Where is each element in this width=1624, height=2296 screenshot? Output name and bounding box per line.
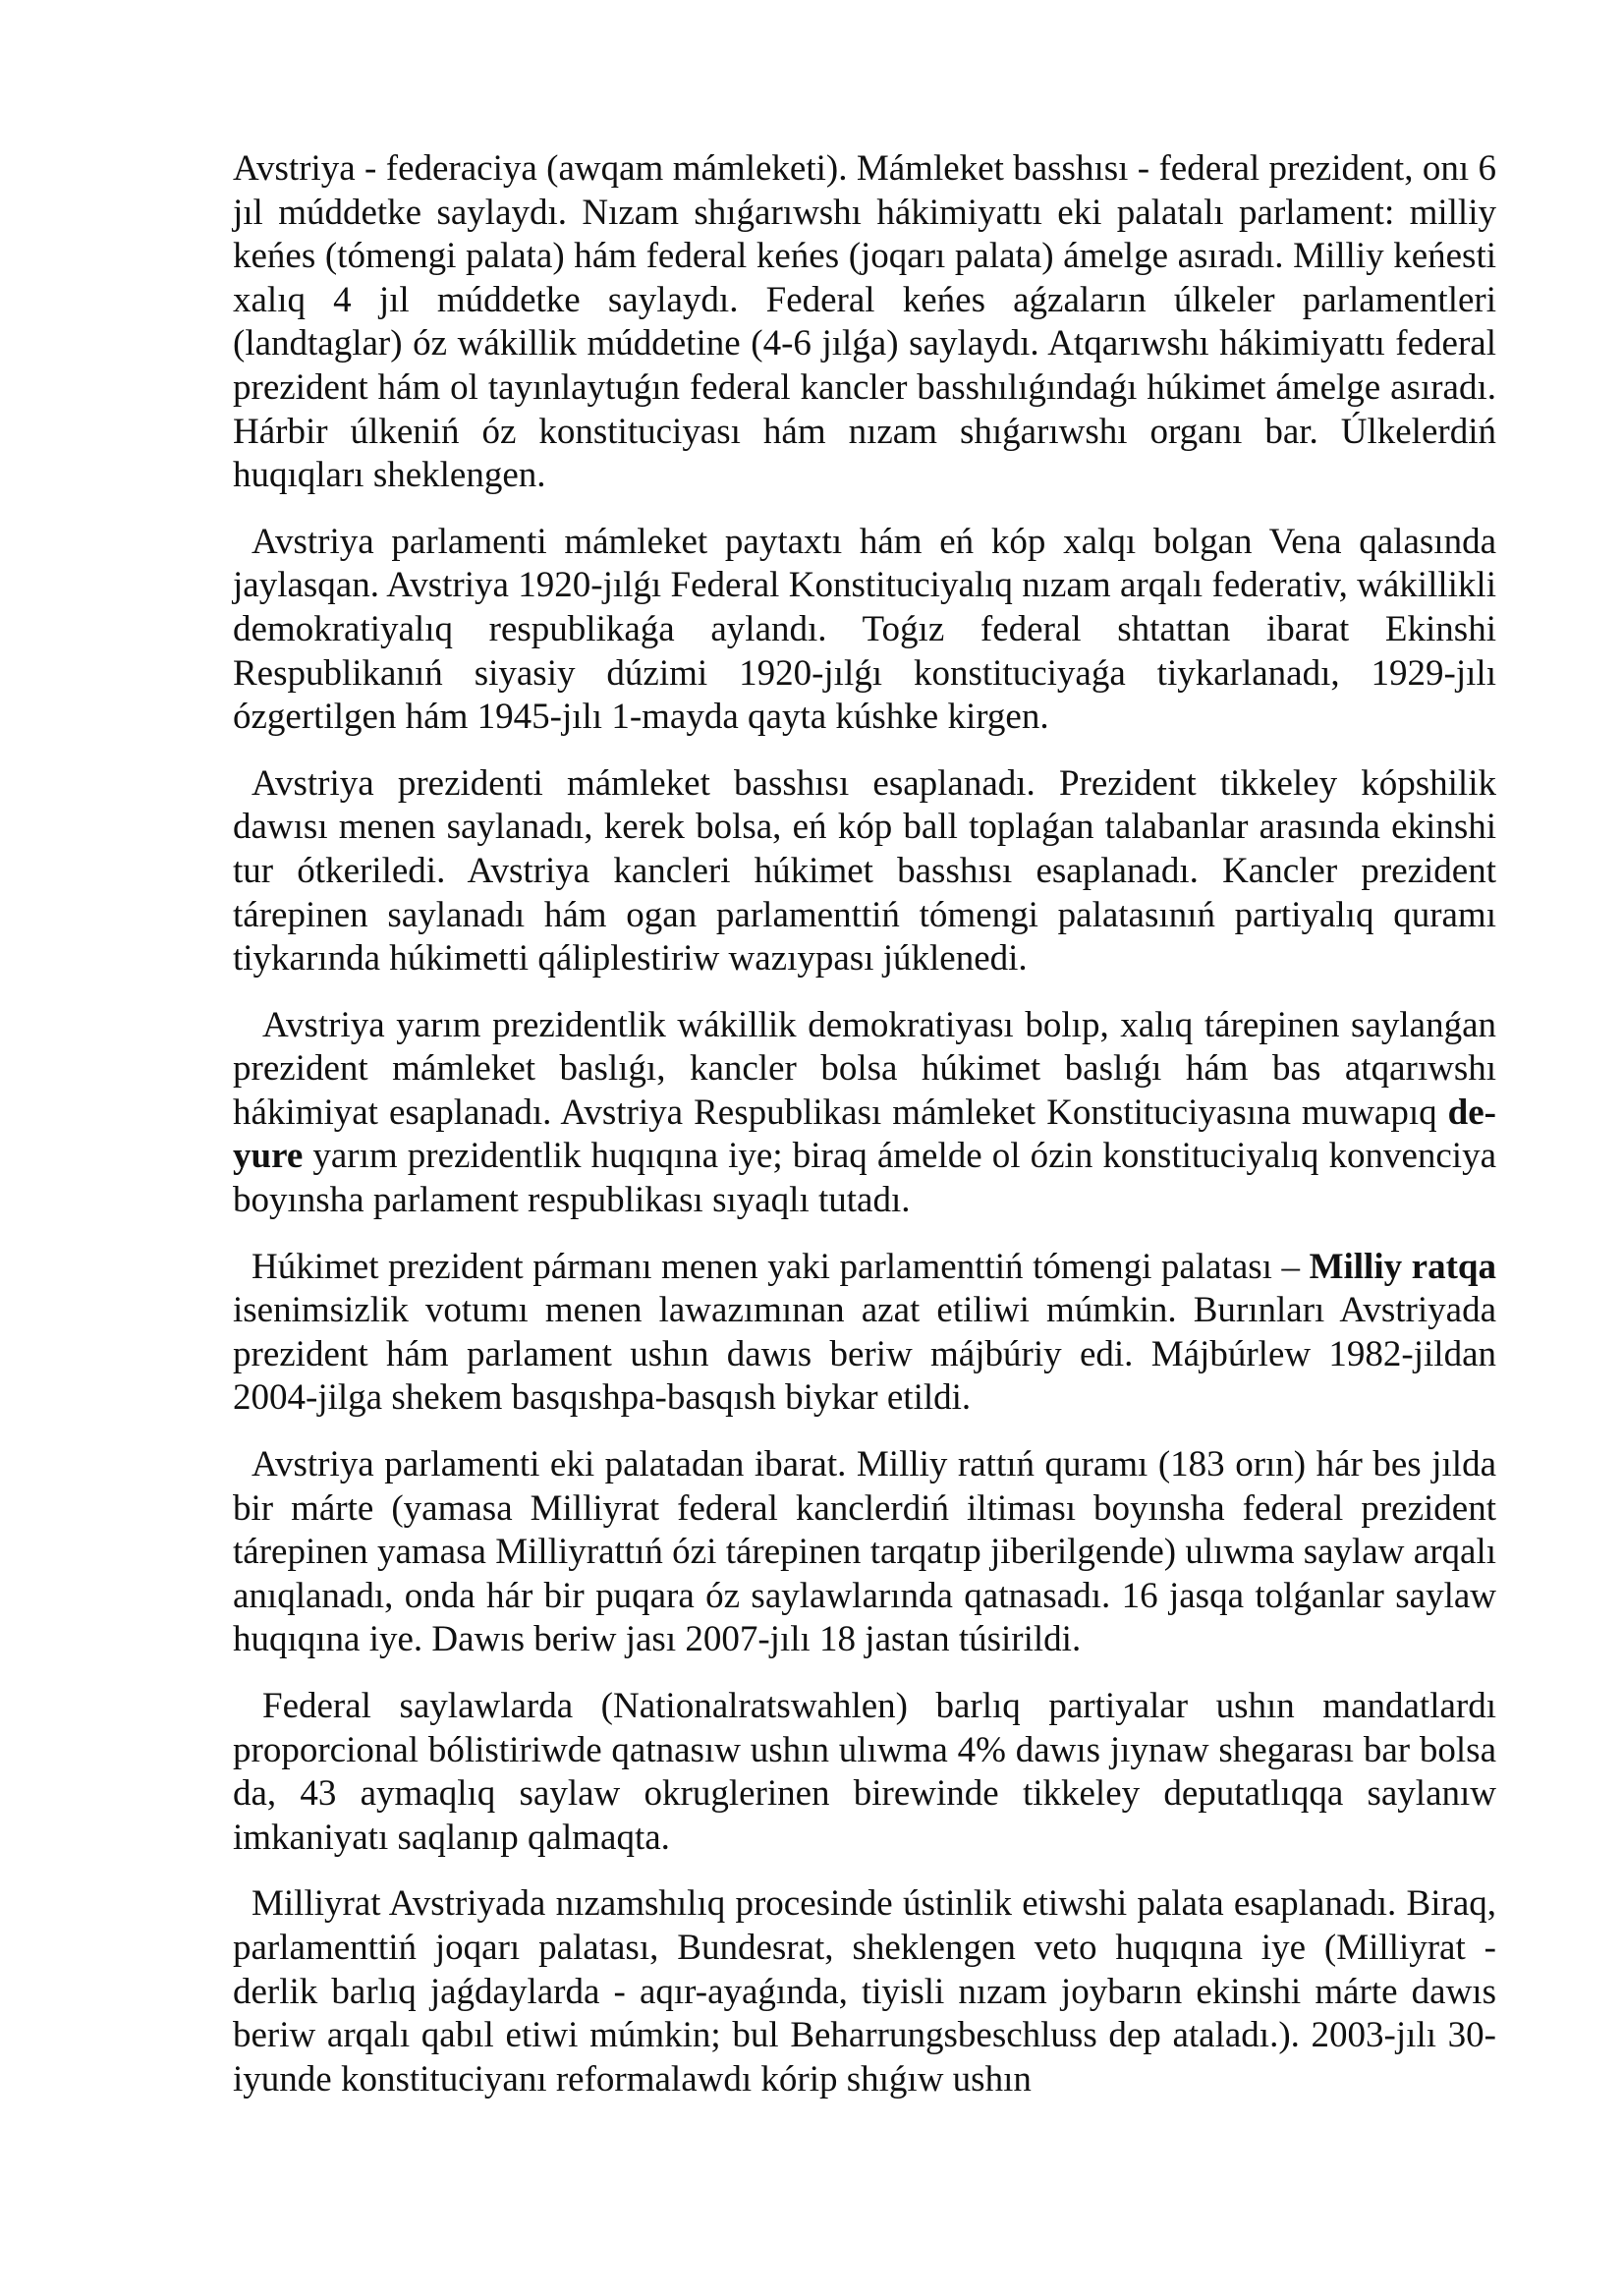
paragraph-4-text-end: yarım prezidentlik huqıqına iye; biraq ámelde ol ózin konstituciyalıq konvenciya boyınsha parlament respublikası sıyaqlı tutadı.	[233, 1136, 1496, 1221]
paragraph-6: Avstriya parlamenti eki palatadan ibarat. Milliy rattıń quramı (183 orın) hár bes jılda bir márte (yamasa Milliyrat federal kanclerdiń iltiması boyınsha federal prezident tárepinen yamasa Milliyrattıń ózi tárepinen tarqatıp jiberilgende) ulıwma saylaw arqalı anıqlanadı, onda hár bir puqara óz saylawlarında qatnasadı. 16 jasqa tolǵanlar saylaw huqıqına iye. Dawıs beriw jası 2007-jılı 18 jastan túsirildi.	[233, 1444, 1496, 1660]
paragraph-5-text-end: isenimsizlik votumı menen lawazımınan azat etiliwi múmkin. Burınları Avstriyada prezident hám parlament ushın dawıs beriw májbúriy edi. Májbúrlew 1982-jildan 2004-jilga shekem basqıshpa-basqısh biykar etildi.	[233, 1290, 1496, 1419]
paragraph-3: Avstriya prezidenti mámleket basshısı esaplanadı. Prezident tikkeley kópshilik dawısı menen saylanadı, kerek bolsa, eń kóp ball toplaǵan talabanlar arasında ekinshi tur ótkeriledi. Avstriya kancleri húkimet basshısı esaplanadı. Kancler prezident tárepinen saylanadı hám ogan parlamenttiń tómengi palatasınıń partiyalıq quramı tiykarında húkimetti qáliplestiriw wazıypası júklenedi.	[233, 762, 1496, 980]
paragraph-5-bold-term: Milliy ratqa	[1309, 1246, 1496, 1287]
paragraph-4-text-start: Avstriya yarım prezidentlik wákillik demokratiyası bolıp, xalıq tárepinen saylanǵan prezident mámleket baslıǵı, kancler bolsa húkimet baslıǵı hám bas atqarıwshı hákimiyat esaplanadı. Avstriya Respublikası mámleket Konstituciyasına muwapıq	[233, 1004, 1496, 1133]
paragraph-5-text-start: Húkimet prezident pármanı menen yaki parlamenttiń tómengi palatası –	[252, 1246, 1310, 1287]
paragraph-5	[233, 1246, 1496, 1421]
document-body	[233, 147, 1496, 2124]
paragraph-4	[233, 1004, 1496, 1223]
paragraph-2: Avstriya parlamenti mámleket paytaxtı hám eń kóp xalqı bolgan Vena qalasında jaylasqan. Avstriya 1920-jılǵı Federal Konstituciyalıq nızam arqalı federativ, wákillikli demokratiyalıq respublikaǵa aylandı. Toǵız federal shtattan ibarat Ekinshi Respublikanıń siyasiy dúzimi 1920-jılǵı konstituciyaǵa tiykarlanadı, 1929-jılı ózgertilgen hám 1945-jılı 1-mayda qayta kúshke kirgen.	[233, 521, 1496, 738]
paragraph-7: Federal saylawlarda (Nationalratswahlen) barlıq partiyalar ushın mandatlardı proporcional bólistiriwde qatnasıw ushın ulıwma 4% dawıs jıynaw shegarası bar bolsa da, 43 aymaqlıq saylaw okruglerinen birewinde tikkeley deputatlıqqa saylanıw imkaniyatı saqlanıp qalmaqta.	[233, 1686, 1496, 1858]
paragraph-8: Milliyrat Avstriyada nızamshılıq procesinde ústinlik etiwshi palata esaplanadı. Biraq, parlamenttiń joqarı palatası, Bundesrat, sheklengen veto huqıqına iye (Milliyrat - derlik barlıq jaǵdaylarda - aqır-ayaǵında, tiyisli nızam joybarın ekinshi márte dawıs beriw arqalı qabıl etiwi múmkin; bul Beharrungsbeschluss dep ataladı.). 2003-jılı 30-iyunde konstituciyanı reformalawdı kórip shıǵıw ushın	[233, 1883, 1496, 2100]
paragraph-1: Avstriya - federaciya (awqam mámleketi). Mámleket basshısı - federal prezident, onı 6 jıl múddetke saylaydı. Nızam shıǵarıwshı hákimiyattı eki palatalı parlament: milliy keńes (tómengi palata) hám federal keńes (joqarı palata) ámelge asıradı. Milliy keńesti xalıq 4 jıl múddetke saylaydı. Federal keńes aǵzaların úlkeler parlamentleri (landtaglar) óz wákillik múddetine (4-6 jılǵa) saylaydı. Atqarıwshı hákimiyattı federal prezident hám ol tayınlaytuǵın federal kancler basshılıǵındaǵı húkimet ámelge asıradı. Hárbir úlkeniń óz konstituciyası hám nızam shıǵarıwshı organı bar. Úlkelerdiń huqıqları sheklengen.	[233, 148, 1496, 496]
paragraph-4-bold-term: de-yure	[233, 1092, 1496, 1177]
